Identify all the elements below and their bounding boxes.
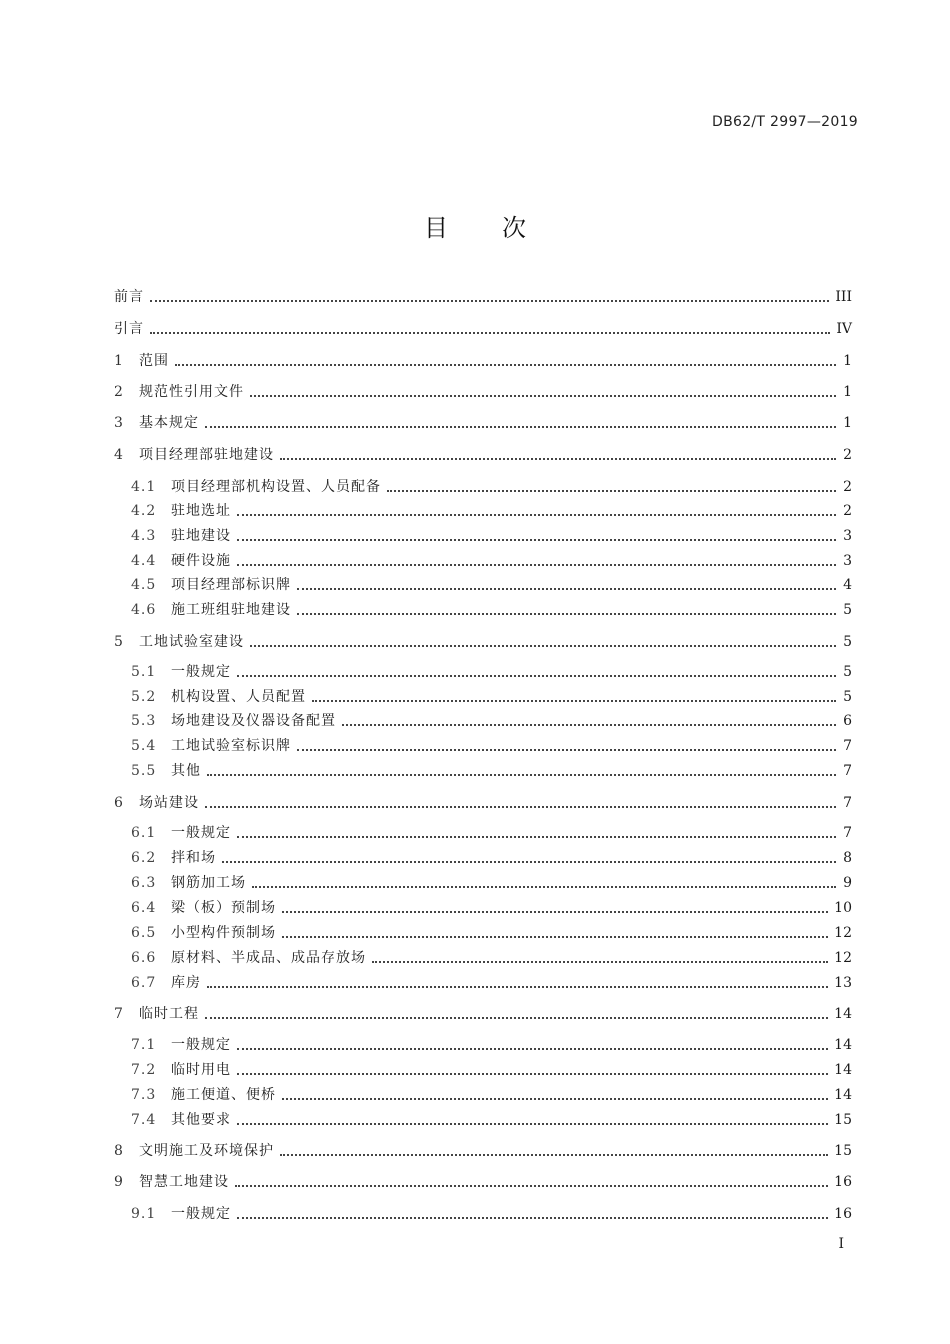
toc-entry[interactable]: [114, 1140, 852, 1162]
dot-leader: [372, 961, 828, 963]
toc-entry-page: 7: [843, 825, 852, 841]
toc-entry[interactable]: [114, 500, 852, 522]
dot-leader: [297, 749, 836, 751]
toc-entry-number: 6.1: [131, 825, 157, 841]
dot-leader: [222, 861, 836, 863]
toc-entry[interactable]: [114, 1171, 852, 1193]
toc-entry-number: 4.3: [131, 528, 157, 544]
toc-entry[interactable]: [114, 444, 852, 466]
toc-entry-title: 拌和场: [171, 850, 216, 866]
toc-entry-page: 14: [834, 1037, 852, 1053]
toc-entry[interactable]: [114, 1203, 852, 1225]
toc-entry-number: 4.2: [131, 503, 157, 519]
toc-entry-number: 4: [114, 447, 123, 463]
toc-entry-number: 2: [114, 384, 123, 400]
toc-entry-title: 场站建设: [139, 795, 199, 811]
toc-entry-number: 5.3: [131, 713, 157, 729]
dot-leader: [237, 1048, 828, 1050]
toc-entry-title: 其他要求: [171, 1112, 231, 1128]
toc-entry-number: 7.1: [131, 1037, 157, 1053]
dot-leader: [235, 1185, 828, 1187]
toc-entry[interactable]: [114, 574, 852, 596]
dot-leader: [280, 1154, 828, 1156]
toc-entry-title: 引言: [114, 321, 144, 337]
toc-entry-title: 其他: [171, 763, 201, 779]
toc-entry[interactable]: [114, 631, 852, 653]
toc-entry-title: 前言: [114, 289, 144, 305]
toc-entry-page: 2: [843, 479, 852, 495]
toc-entry-number: 5.5: [131, 763, 157, 779]
page-number: I: [838, 1236, 844, 1252]
toc-entry-number: 4.1: [131, 479, 157, 495]
toc-entry-title: 一般规定: [171, 1037, 231, 1053]
toc-entry-number: 9.1: [131, 1206, 157, 1222]
dot-leader: [297, 613, 836, 615]
toc-entry-title: 文明施工及环境保护: [139, 1143, 274, 1159]
toc-entry-page: 12: [834, 950, 852, 966]
toc-entry-page: 9: [843, 875, 852, 891]
dot-leader: [237, 539, 836, 541]
dot-leader: [205, 426, 836, 428]
toc-entry-title: 施工便道、便桥: [171, 1087, 276, 1103]
toc-entry[interactable]: [114, 1003, 852, 1025]
dot-leader: [342, 724, 836, 726]
toc-entry[interactable]: [114, 286, 852, 308]
standard-code: DB62/T 2997—2019: [712, 114, 858, 130]
toc-entry[interactable]: [114, 599, 852, 621]
dot-leader: [282, 1098, 828, 1100]
toc-entry-number: 6.7: [131, 975, 157, 991]
toc-entry[interactable]: [114, 381, 852, 403]
toc-entry-page: 3: [843, 528, 852, 544]
toc-entry-number: 1: [114, 353, 123, 369]
toc-entry-page: 7: [843, 738, 852, 754]
toc-entry[interactable]: [114, 735, 852, 757]
toc-entry-title: 工地试验室建设: [139, 634, 244, 650]
toc-entry-page: 15: [834, 1143, 852, 1159]
toc-entry-title: 机构设置、人员配置: [171, 689, 306, 705]
toc-entry[interactable]: [114, 686, 852, 708]
toc-entry[interactable]: [114, 972, 852, 994]
toc-entry[interactable]: [114, 897, 852, 919]
toc-entry-number: 5: [114, 634, 123, 650]
toc-entry[interactable]: [114, 760, 852, 782]
toc-entry-number: 9: [114, 1174, 123, 1190]
dot-leader: [237, 836, 836, 838]
toc-entry-title: 一般规定: [171, 1206, 231, 1222]
toc-entry[interactable]: [114, 1109, 852, 1131]
dot-leader: [237, 514, 836, 516]
toc-entry[interactable]: [114, 922, 852, 944]
toc-entry-page: 10: [834, 900, 852, 916]
toc-entry-number: 5.4: [131, 738, 157, 754]
toc-entry-title: 驻地选址: [171, 503, 231, 519]
toc-entry[interactable]: [114, 476, 852, 498]
toc-entry-number: 6.6: [131, 950, 157, 966]
toc-entry-page: 3: [843, 553, 852, 569]
toc-entry-number: 6.5: [131, 925, 157, 941]
toc-entry-number: 7: [114, 1006, 123, 1022]
toc-entry-title: 钢筋加工场: [171, 875, 246, 891]
toc-entry-title: 项目经理部机构设置、人员配备: [171, 479, 381, 495]
dot-leader: [252, 886, 836, 888]
toc-entry-number: 4.4: [131, 553, 157, 569]
toc-entry-number: 3: [114, 415, 123, 431]
toc-entry-page: 1: [843, 353, 852, 369]
toc-entry-page: 2: [843, 503, 852, 519]
dot-leader: [312, 700, 836, 702]
toc-entry-page: 15: [834, 1112, 852, 1128]
dot-leader: [150, 300, 829, 302]
dot-leader: [205, 806, 836, 808]
toc-entry[interactable]: [114, 710, 852, 732]
page-title: 目次: [424, 214, 580, 242]
dot-leader: [250, 395, 836, 397]
toc-entry-page: 6: [843, 713, 852, 729]
toc-entry-number: 5.1: [131, 664, 157, 680]
toc-entry-page: 5: [843, 689, 852, 705]
toc-entry-title: 驻地建设: [171, 528, 231, 544]
toc-entry-page: IV: [836, 321, 852, 337]
toc-entry-title: 工地试验室标识牌: [171, 738, 291, 754]
toc-entry[interactable]: [114, 525, 852, 547]
toc-entry-page: III: [835, 289, 852, 305]
toc-entry-page: 14: [834, 1006, 852, 1022]
toc-entry-page: 8: [843, 850, 852, 866]
toc-entry-number: 4.5: [131, 577, 157, 593]
toc-entry-number: 8: [114, 1143, 123, 1159]
toc-entry-number: 4.6: [131, 602, 157, 618]
dot-leader: [297, 588, 836, 590]
toc-entry-page: 16: [834, 1206, 852, 1222]
toc-entry[interactable]: [114, 1084, 852, 1106]
dot-leader: [282, 911, 828, 913]
toc-entry-title: 一般规定: [171, 664, 231, 680]
toc-entry[interactable]: [114, 792, 852, 814]
toc-entry-title: 临时用电: [171, 1062, 231, 1078]
toc-entry-page: 1: [843, 384, 852, 400]
toc-entry-number: 6.3: [131, 875, 157, 891]
dot-leader: [237, 675, 836, 677]
toc-entry-title: 库房: [171, 975, 201, 991]
toc-entry-page: 2: [843, 447, 852, 463]
toc-entry-page: 4: [843, 577, 852, 593]
toc-entry-page: 16: [834, 1174, 852, 1190]
toc-entry-title: 基本规定: [139, 415, 199, 431]
toc-entry-number: 6.4: [131, 900, 157, 916]
dot-leader: [237, 1217, 828, 1219]
toc-entry-title: 范围: [139, 353, 169, 369]
toc-entry[interactable]: [114, 318, 852, 340]
toc-entry-page: 5: [843, 602, 852, 618]
toc-entry-title: 项目经理部驻地建设: [139, 447, 274, 463]
dot-leader: [205, 1017, 828, 1019]
toc-entry-title: 智慧工地建设: [139, 1174, 229, 1190]
toc-entry-page: 5: [843, 664, 852, 680]
toc-entry[interactable]: [114, 822, 852, 844]
dot-leader: [237, 1073, 828, 1075]
dot-leader: [237, 1123, 828, 1125]
toc-entry-title: 小型构件预制场: [171, 925, 276, 941]
toc-entry-title: 项目经理部标识牌: [171, 577, 291, 593]
toc-entry[interactable]: [114, 550, 852, 572]
toc-entry-page: 12: [834, 925, 852, 941]
dot-leader: [280, 458, 836, 460]
toc-entry-title: 施工班组驻地建设: [171, 602, 291, 618]
toc-entry-page: 1: [843, 415, 852, 431]
toc-entry-number: 6.2: [131, 850, 157, 866]
toc-entry-page: 14: [834, 1087, 852, 1103]
toc-entry-page: 7: [843, 763, 852, 779]
dot-leader: [250, 645, 836, 647]
toc-entry-title: 梁（板）预制场: [171, 900, 276, 916]
dot-leader: [175, 364, 836, 366]
toc-entry-page: 14: [834, 1062, 852, 1078]
dot-leader: [150, 332, 830, 334]
toc-entry-title: 场地建设及仪器设备配置: [171, 713, 336, 729]
toc-entry[interactable]: [114, 872, 852, 894]
toc-entry[interactable]: [114, 1034, 852, 1056]
toc-entry[interactable]: [114, 412, 852, 434]
toc-entry-number: 6: [114, 795, 123, 811]
toc-entry[interactable]: [114, 1059, 852, 1081]
toc-entry-title: 规范性引用文件: [139, 384, 244, 400]
toc-entry-number: 7.4: [131, 1112, 157, 1128]
dot-leader: [282, 936, 828, 938]
toc-entry-page: 13: [834, 975, 852, 991]
toc-entry-page: 5: [843, 634, 852, 650]
toc-entry[interactable]: [114, 947, 852, 969]
toc-entry[interactable]: [114, 661, 852, 683]
toc-entry-title: 临时工程: [139, 1006, 199, 1022]
toc-entry-title: 一般规定: [171, 825, 231, 841]
toc-entry[interactable]: [114, 350, 852, 372]
toc-entry-number: 7.2: [131, 1062, 157, 1078]
toc-entry-number: 5.2: [131, 689, 157, 705]
dot-leader: [237, 564, 836, 566]
toc-entry-page: 7: [843, 795, 852, 811]
dot-leader: [207, 986, 828, 988]
dot-leader: [387, 490, 836, 492]
toc-entry-title: 原材料、半成品、成品存放场: [171, 950, 366, 966]
toc-entry-title: 硬件设施: [171, 553, 231, 569]
toc-entry-number: 7.3: [131, 1087, 157, 1103]
toc-entry[interactable]: [114, 847, 852, 869]
dot-leader: [207, 774, 836, 776]
